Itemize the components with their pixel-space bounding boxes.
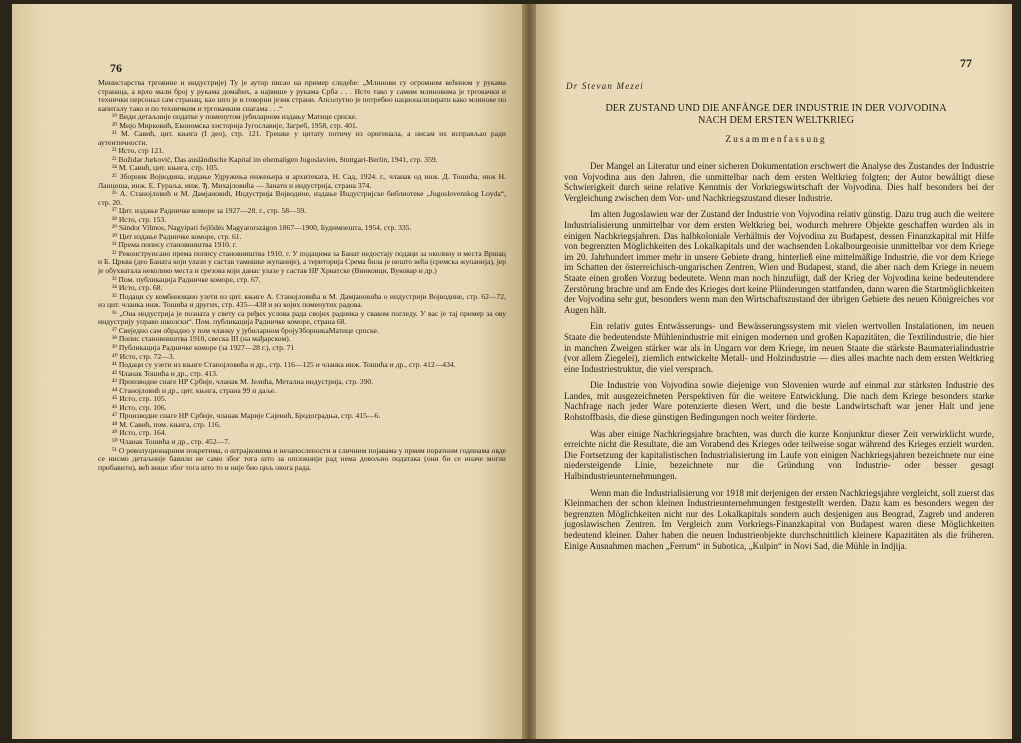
footnote: ²⁸ Исто, стр. 153. — [112, 214, 167, 224]
footnote: ²³ Božidar Jurković, Das ausländische Kapital im ehemaligen Jugoslavien, Stuttgart-Berlin, 1941, стр. 359. — [112, 154, 438, 164]
footnote: ³⁰ Цит издање Радничке коморе, стр. 61. — [112, 231, 242, 241]
book-spread — [12, 4, 1012, 739]
footnote: ⁴⁸ М. Савић, пом. књига, стр. 116. — [112, 419, 221, 429]
footnote: ²⁰ Мијо Мирковић, Економска хисторија Југославије, Загреб, 1958, стр. 401. — [112, 120, 358, 130]
footnote: ³⁹ Публикација Радничке коморе (за 1927—28 г.), стр. 71 — [112, 342, 295, 352]
author-name: Dr Stevan Mezei — [566, 81, 644, 91]
footnotes — [98, 79, 506, 472]
footnote: ³³ Пом. публикација Радничке коморе, стр. 67. — [112, 274, 261, 284]
book-gutter — [522, 4, 536, 739]
left-page — [12, 4, 522, 739]
footnote: ²⁵ Зборник Војводина, издање Удружења инжењера и архитеката, Н. Сад, 1924. г., чланак од инж. Д. Тошића, инж Н. Ланцоша, инж. Е. Гураља, инж. Ђ. Михајловића — Занати и индустрија, страна 374. — [98, 172, 506, 190]
footnote: ³⁷ Свеједно сам обрадио у пом чланку у јубиларном бројуЗборникаМатице српске. — [112, 325, 379, 335]
footnote: Министарства трговине и индустрије) Ту је аутор писао на пример следеће: „Млинови су огромном већином у рукама странаца, а врло мали број у рукама домаћих, а највише у рукама Срба . . . Исто тако у самим млиновима је трговачки и технички персонал сам странац, као што је и говорни језик страни. Апсолутно је потребно национализирати како млинове по капиталу тако и по техничким и трговачким снагама . . .“ — [98, 78, 506, 113]
footnote: ²⁷ Цит. издање Радничке коморе за 1927—28. г., стр. 58—59. — [112, 206, 307, 216]
paragraph: Ein relativ gutes Entwässerungs- und Bewässerungssystem mit vielen wertvollen Instalationen, im neuen Staate die bedeutendste Mühlenindustrie mit einigen modernen und großen Kapazitäten, die Textilindustrie, die hier in manchen Zweigen stärker war als in Ungarn vor dem Kriege, im neuen Staate die stärkste Baumaterialindustrie (vor allem Ziegelei), ziemlich entwickelte Metall- und Holzindustrie — dies alles machte nach dem ersten Weltkrieg eine Industriestruktur, die viel versprach. — [564, 321, 994, 374]
footnote: ³⁵ Подаци су комбиновано узети из цит. књиге А. Станојловића и М. Дамјановића о индустрији Војводине, стр. 62—72, из цит. чланка инж. Тошића и других, стр. 435—438 и из којих поменутих радова. — [98, 291, 506, 310]
footnote: ⁴⁷ Производне снаге НР Србије, чланак Марије Сајевић, Бродоградња, стр. 415—6. — [112, 411, 381, 421]
footnote: ⁴⁴ Станојловић и др., цит. књига, страна 99 и даље. — [112, 385, 277, 395]
footnote: ⁴⁵ Исто, стр. 105. — [112, 394, 167, 404]
footnote: ⁴⁶ Исто, стр. 106. — [112, 402, 167, 412]
paragraph: Im alten Jugoslawien war der Zustand der Industrie von Vojvodina relativ günstig. Dazu trug auch die weitere Industrialisierung unmittelbar vor dem ersten Weltkrieg bei, wodurch mehrere Objekte geschaffen wurden als in einigen Nachkriegsjahren. Das halbkoloniale Verhältnis der Vojvodina zu Budapest, dessen Finanzkapital mit Hilfe von begrenzten Möglichkeiten des Lokalkapitals und der wachsenden Lokalbourgeoisie unmittelbar vor dem Kriege im 20. Jahrhundert immer mehr in unsere Gebiete drang, hinterließ eine mittelmäßige Industrie, die vor dem Kriege im Schatten der österreichisch-ungarischen Zentren, Wien und Budapest, stand, die aber nach dem Kriege in neuem Staate einen großen Vorzug bedeutete. Wenn man noch hinzufügt, daß der Krieg der Vojvodina keine bedeutendere Zerstörung brachte und am Ende des Krieges dort keine Plünderungen stattfanden, dann waren die Startmöglichkeiten der Vojvodina sehr gut, besonders wenn man den Wirtschaftszustand der übrigen Gebiete des neuen Königreiches vor Augen hält. — [564, 209, 994, 315]
paragraph: Die Industrie von Vojvodina sowie diejenige von Slovenien wurde auf einmal zur stärksten Industrie des Landes, mit ausgezeichneten Perspektiven für die weitere Entwicklung. Die nach dem Kriege besonders starke Nachfrage nach jeder Ware potenzierte diesen Wert, und die beste Landwirtschaft war jener Halt und jene Rohstoffbasis, die diese günstigen Bedingungen noch weiter förderte. — [564, 380, 994, 423]
footnote: ³⁸ Попис становништва 1910, свеска III (на мађарском). — [112, 334, 291, 344]
footnote: ⁴⁰ Исто, стр. 72—3. — [112, 351, 175, 361]
footnote: ⁴³ Производне снаге НР Србије, чланак М. Јелића, Метална индустрија, стр. 390. — [112, 377, 374, 387]
title-line: NACH DEM ERSTEN WELTKRIEG — [698, 114, 854, 126]
footnote: ⁴¹ Подаци су узети из књиге Станојловића и др., стр. 116—125 и чланка инж. Тошића и др., стр. 412—434. — [112, 360, 456, 370]
footnote: ⁴⁹ Исто, стр. 164. — [112, 428, 167, 438]
footnote: ⁵¹ О револуционарним покретима, о штрајковима и незапослености и сличним појавама у првим поратним годинама овде се нисмо детаљније бавили не само због тога што за опсежнији рад нема довољно података (они би се иначе могли прибавити), већ више због тога што то и није био циљ овога рада. — [98, 445, 506, 472]
footnote: ³² Реконструисано према попису становништва 1910. г. У подацима за Банат недостају подаци за околину и места Вршац и Б. Црква (део Баната који улази у састав тамишке жупаније), а територија Срема била је нешто већа (сремска жупанија), јер је обухватала неколико места и срезова који данас улазе у састав НР Хрватске (Винковци, Вуковар и др.) — [98, 248, 506, 276]
footnote: ⁵⁰ Чланак Тошића и др., стр. 452—7. — [112, 436, 230, 446]
paragraph: Der Mangel an Literatur und einer sicheren Dokumentation erschwert die Analyse des Zustandes der Industrie von Vojvodina aus den Jahren, die unmittelbar nach dem ersten Weltkrieg folgten; der Autor bewältigt diese Schwierigkeit durch seine relative Kenntnis der Vorkriegswirtschaft der Vojvodina. Dies half besonders bei der Vergleichung zwischen dem Vor- und Nachkriegszustand dieser Industrie. — [564, 161, 994, 203]
article-title — [556, 103, 996, 126]
paragraph: Wenn man die Industrialisierung vor 1918 mit derjenigen der ersten Nachkriegsjahre vergleicht, soll zuerst das Kleinmachen der schon kleinen Industrieunternehmungen festgestellt werden. Dazu kam es besonders wegen der begrenzten Möglichkeiten nicht nur des Lokalkapitals sondern auch desjenigen aus Beograd, Zagreb und anderen jugoslawischen Zentren. Im Vergleich zum Vorkriegs-Finanzkapital von Budapest waren diese Möglichkeiten bedeutend kleiner. Daher haben die neuen Industrieobjekte durchschnittlich kleinere Kapazitäten als die früheren. Einige Ausnahmen machen „Ferrum“ in Subotica, „Kulpin“ in Novi Sad, die Mühle in Indjija. — [564, 487, 994, 551]
footnote: ⁴² Чланак Тошића и др., стр. 413. — [112, 368, 218, 378]
footnote: ²⁴ М. Савић, цит. књига, стр. 105. — [112, 163, 219, 173]
section-subtitle: Zusammenfassung — [725, 135, 827, 145]
page-number: 77 — [960, 56, 972, 70]
footnote: ¹⁹ Види детаљније податке у поменутом јубиларном издању Матице српске. — [112, 112, 358, 122]
footnote: ³¹ Према попису становништва 1910. г. — [112, 240, 237, 250]
footnote: ²² Исто, стр 121. — [112, 146, 164, 156]
footnote: ²⁶ А. Станојловић и М. Дамјановић, Индустрија Војводине, издање Индустријске библиотеке „Jugoslovenskog Loyda“, стр. 20. — [98, 189, 506, 207]
right-page — [536, 4, 1012, 739]
page-number: 76 — [110, 61, 122, 75]
footnote: ³⁴ Исто, стр. 68. — [112, 283, 163, 293]
footnote: ³⁶ „Она индустрија је позната у свету са ређих услова рада својих радника у сваком погледу. У вас је тај пример за ову индустрију управо школски“. Пом. публикација Радничке коморе, страна 68. — [98, 308, 506, 327]
footnote: ²¹ М. Савић, цит. књига (I део), стр. 121. Грешке у цитату потичу из оригинала, а нисам их исправљао ради аутентичности. — [98, 129, 506, 147]
footnote: ²⁹ Sándor Vilmos, Nagyipari fejlődés Magyarországon 1867—1900, Будимпешта, 1954, стр. 335. — [112, 223, 412, 233]
paragraph: Was aber einige Nachkriegsjahre brachten, was durch die kurze Konjunktur dieser Zeit verwirklicht wurde, erreichte nicht die Resultate, die am Vorabend des Krieges oder teilweise sogar während des Krieges erzielt wurden. Die Fortsetzung der kapitalistischen Industrialisierung im Laufe von einigen Nachkriegsjahren bezeichnete nur eine niedersteigende Linie, bezeichnete nur die Gründung von Industrie- oder besser gesagt Halbindustrieunternehmungen. — [564, 428, 994, 482]
title-line: DER ZUSTAND UND DIE ANFÄNGE DER INDUSTRIE IN DER VOJVODINA — [605, 103, 947, 114]
summary-body — [564, 161, 994, 557]
